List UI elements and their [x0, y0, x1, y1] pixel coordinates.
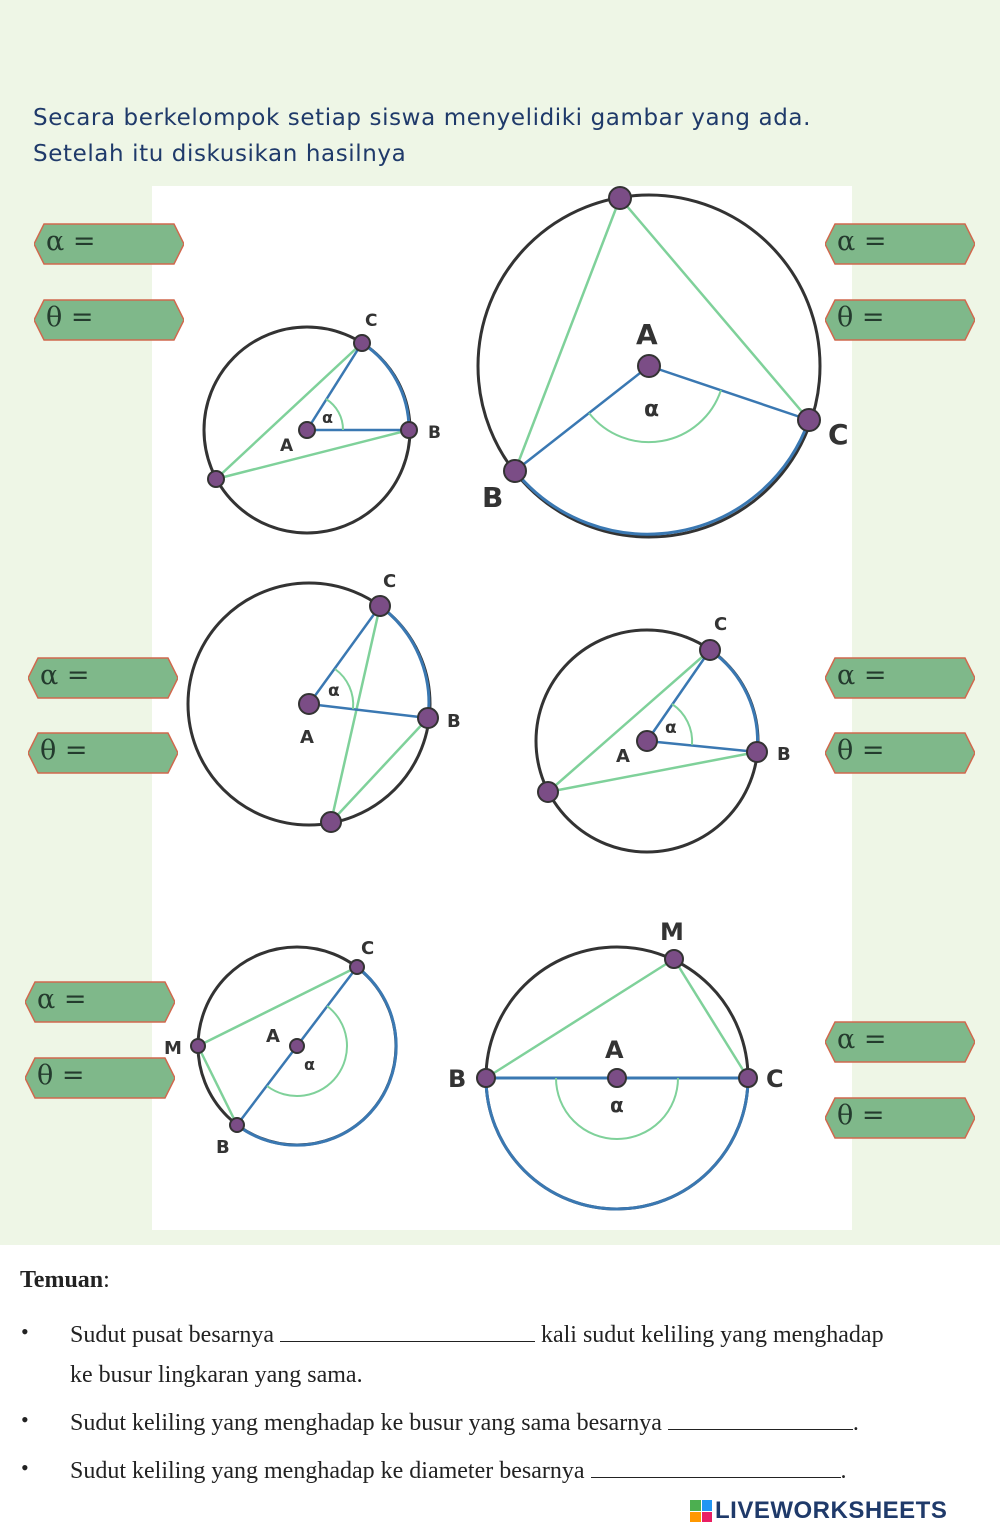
answer-box-fig1-theta	[34, 298, 184, 342]
fig1-label-c: C	[365, 311, 378, 331]
fig1-label-b: B	[428, 423, 441, 443]
fig2-label-c: C	[828, 418, 849, 451]
answer-box-fig4-theta	[825, 731, 975, 775]
figure-1	[204, 311, 441, 533]
finding-3-text-after: .	[840, 1458, 847, 1484]
finding-2-blank[interactable]	[668, 1409, 853, 1430]
fig2-theta-input[interactable]	[891, 306, 965, 336]
fig5-alpha-input[interactable]	[91, 988, 165, 1018]
finding-1-blank[interactable]	[280, 1321, 535, 1342]
figure-6	[448, 918, 784, 1209]
temuan-colon: :	[103, 1267, 110, 1293]
answer-box-fig3-theta	[28, 731, 178, 775]
alpha-label: α =	[837, 1024, 887, 1055]
bullet-dot: •	[21, 1319, 29, 1344]
fig1-alpha-input[interactable]	[100, 230, 174, 260]
fig2-label-a: A	[636, 318, 658, 351]
fig6-label-a: A	[605, 1036, 624, 1064]
finding-2-text-after: .	[852, 1410, 859, 1436]
fig3-theta-input[interactable]	[94, 739, 168, 769]
fig1-theta-input[interactable]	[100, 306, 174, 336]
instruction-line-1: Secara berkelompok setiap siswa menyelidiki gambar yang ada.	[33, 105, 812, 131]
logo-text: LIVEWORKSHEETS	[715, 1497, 948, 1524]
figure-4	[536, 614, 791, 852]
finding-1-text-after: kali sudut keliling yang menghadap	[540, 1322, 884, 1348]
fig5-theta-input[interactable]	[91, 1064, 165, 1094]
answer-box-fig6-alpha	[825, 1020, 975, 1064]
figure-5	[164, 938, 396, 1158]
fig6-label-m: M	[660, 918, 684, 946]
fig2-alpha-input[interactable]	[891, 230, 965, 260]
finding-1-text-before: Sudut pusat besarnya	[70, 1322, 274, 1348]
fig4-label-a: A	[616, 746, 630, 767]
fig1-label-a: A	[280, 436, 294, 456]
fig3-alpha-input[interactable]	[94, 664, 168, 694]
answer-box-fig1-alpha	[34, 222, 184, 266]
fig2-label-alpha: α	[644, 397, 660, 422]
fig6-label-b: B	[448, 1065, 467, 1093]
fig5-label-b: B	[216, 1137, 230, 1158]
theta-label: θ =	[837, 735, 885, 766]
fig6-label-alpha: α	[610, 1093, 624, 1117]
answer-box-fig2-alpha	[825, 222, 975, 266]
theta-label: θ =	[837, 302, 885, 333]
fig6-theta-input[interactable]	[891, 1104, 965, 1134]
fig4-label-c: C	[714, 614, 728, 635]
instruction-line-2: Setelah itu diskusikan hasilnya	[33, 141, 407, 167]
answer-box-fig6-theta	[825, 1096, 975, 1140]
finding-3-text-before: Sudut keliling yang menghadap ke diameter besarnya	[70, 1458, 585, 1484]
theta-label: θ =	[37, 1060, 85, 1091]
alpha-label: α =	[837, 660, 887, 691]
temuan-heading: Temuan	[20, 1267, 104, 1293]
fig5-label-alpha: α	[304, 1055, 315, 1074]
answer-box-fig4-alpha	[825, 656, 975, 700]
fig1-label-alpha: α	[322, 408, 333, 427]
theta-label: θ =	[40, 735, 88, 766]
temuan-title	[20, 1267, 110, 1294]
theta-label: θ =	[46, 302, 94, 333]
finding-3-blank[interactable]	[591, 1457, 841, 1478]
figure-3	[188, 571, 461, 832]
liveworksheets-logo[interactable]	[690, 1494, 947, 1528]
fig4-alpha-input[interactable]	[891, 664, 965, 694]
fig4-label-b: B	[777, 744, 791, 765]
figure-2	[478, 187, 849, 537]
bullet-dot: •	[21, 1407, 29, 1432]
fig6-alpha-input[interactable]	[891, 1028, 965, 1058]
fig5-label-m: M	[164, 1038, 182, 1059]
alpha-label: α =	[40, 660, 90, 691]
fig2-label-b: B	[482, 481, 504, 514]
fig6-label-c: C	[766, 1065, 784, 1093]
finding-1	[70, 1315, 980, 1395]
finding-2	[70, 1403, 980, 1443]
temuan-section	[0, 1245, 1000, 1535]
fig5-label-a: A	[266, 1026, 280, 1047]
fig3-label-c: C	[383, 571, 397, 592]
bullet-dot: •	[21, 1455, 29, 1480]
finding-1-text-line2: ke busur lingkaran yang sama.	[70, 1362, 363, 1388]
fig5-label-c: C	[361, 938, 375, 959]
answer-box-fig3-alpha	[28, 656, 178, 700]
fig3-label-b: B	[447, 711, 461, 732]
fig4-label-alpha: α	[665, 718, 677, 738]
alpha-label: α =	[37, 984, 87, 1015]
alpha-label: α =	[837, 226, 887, 257]
answer-box-fig5-alpha	[25, 980, 175, 1024]
fig4-theta-input[interactable]	[891, 739, 965, 769]
alpha-label: α =	[46, 226, 96, 257]
theta-label: θ =	[837, 1100, 885, 1131]
finding-3	[70, 1451, 980, 1491]
fig3-label-a: A	[300, 727, 314, 748]
fig3-label-alpha: α	[328, 681, 340, 701]
answer-box-fig5-theta	[25, 1056, 175, 1100]
answer-box-fig2-theta	[825, 298, 975, 342]
logo-icon	[690, 1500, 712, 1522]
finding-2-text-before: Sudut keliling yang menghadap ke busur yang sama besarnya	[70, 1410, 662, 1436]
